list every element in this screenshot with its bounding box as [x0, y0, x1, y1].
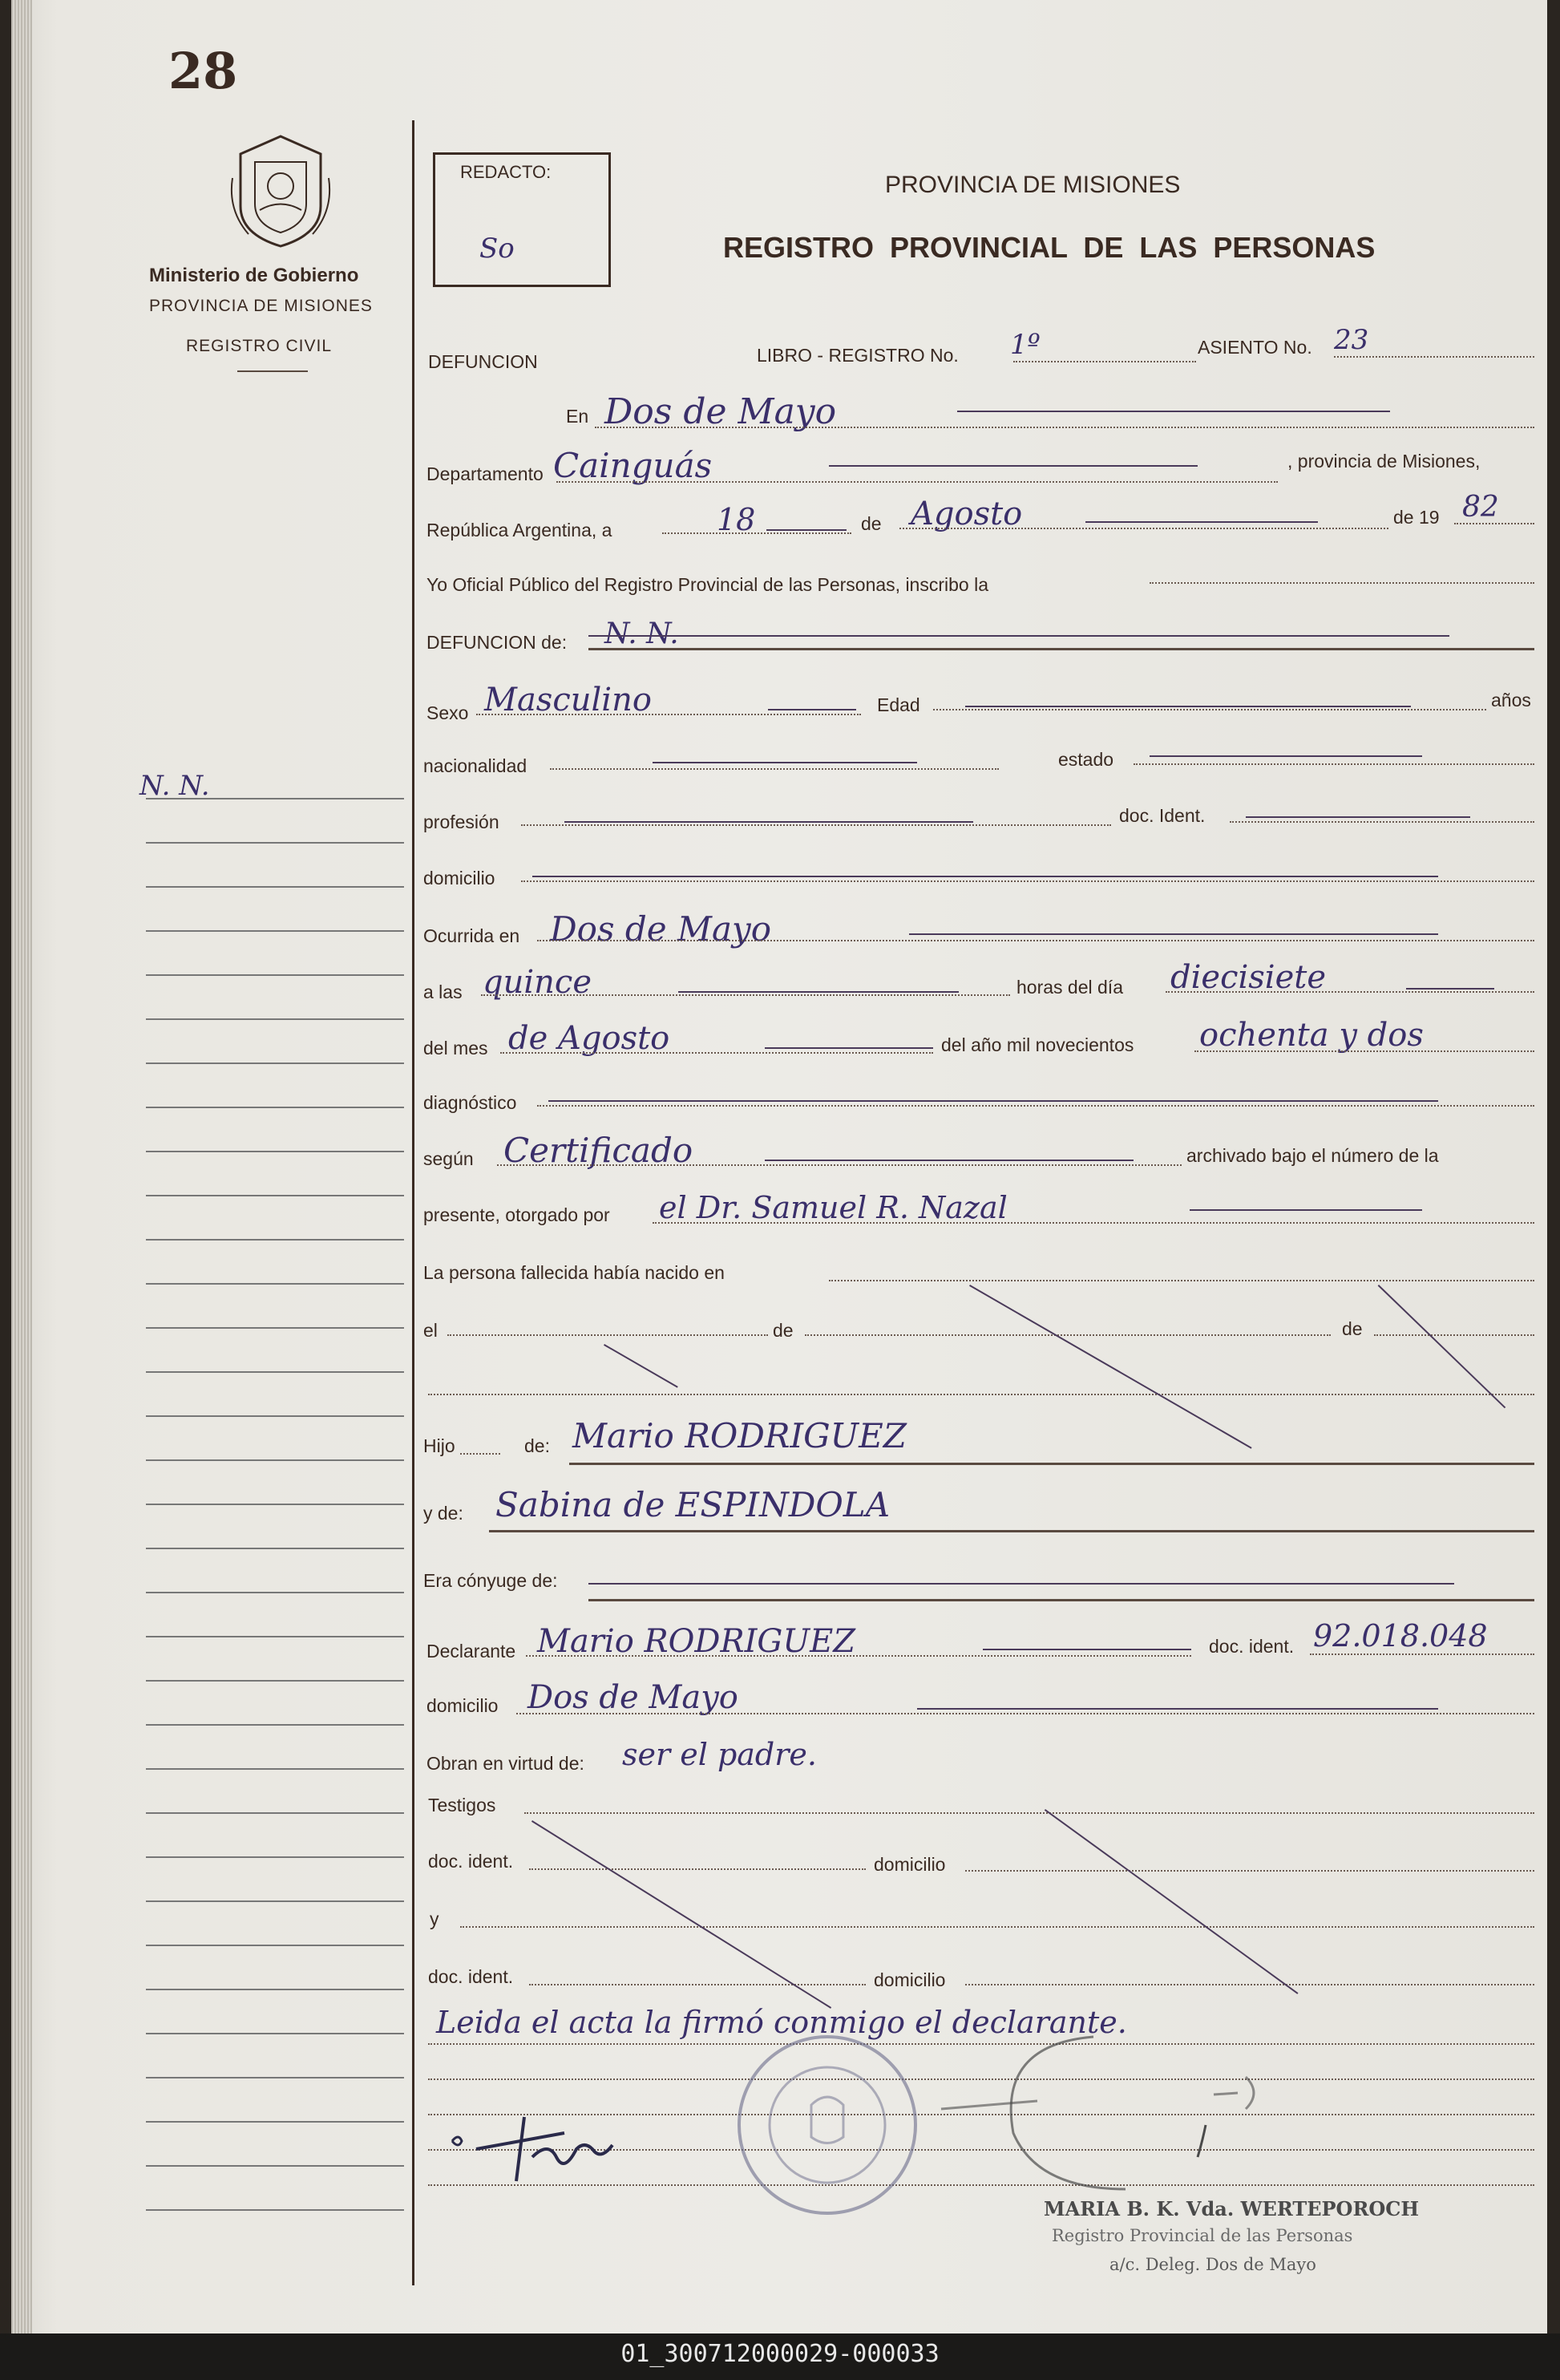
dotted-line — [516, 1713, 1534, 1714]
stamp-line3: a/c. Deleg. Dos de Mayo — [1109, 2255, 1316, 2274]
margin-line — [146, 2033, 404, 2034]
dotted-line — [1150, 582, 1534, 584]
dotted-line — [1194, 1050, 1534, 1052]
leida-value: Leida el acta la firmó conmigo el declarante. — [436, 2005, 1127, 2040]
label-en: En — [566, 406, 589, 427]
label-doc-ident2: doc. ident. — [1209, 1636, 1295, 1657]
margin-line — [146, 2121, 404, 2123]
strike-line — [983, 1649, 1191, 1650]
margin-line — [146, 1504, 404, 1505]
margin-line — [146, 2077, 404, 2078]
ministry-province: PROVINCIA DE MISIONES — [149, 297, 373, 315]
scan-id: 01_300712000029-000033 — [620, 2340, 940, 2368]
strike-line — [588, 635, 1449, 637]
ministry-office: REGISTRO CIVIL — [186, 337, 333, 355]
margin-line — [146, 974, 404, 976]
asiento-value: 23 — [1334, 324, 1369, 356]
official-signature — [917, 2021, 1350, 2197]
dotted-line — [476, 714, 861, 715]
redacto-value: So — [479, 233, 515, 265]
day-value: 18 — [717, 502, 756, 537]
doc-ident2-value: 92.018.048 — [1313, 1618, 1488, 1653]
label-nacionalidad: nacionalidad — [423, 755, 527, 776]
underline — [489, 1530, 1534, 1532]
margin-line — [146, 842, 404, 844]
strike-line — [588, 1583, 1454, 1585]
hijo-value: Mario RODRIGUEZ — [572, 1416, 907, 1455]
strike-line — [1085, 521, 1318, 523]
label-profesion: profesión — [423, 812, 499, 832]
label-doc-ident: doc. Ident. — [1119, 805, 1206, 826]
strike-line — [1406, 988, 1494, 990]
dotted-line — [1310, 1653, 1534, 1655]
margin-line — [146, 1018, 404, 1020]
dotted-line — [1134, 763, 1534, 765]
dotted-line — [965, 1870, 1534, 1872]
dotted-line — [524, 1812, 1534, 1814]
dotted-line — [595, 427, 1534, 428]
label-estado: estado — [1058, 749, 1114, 770]
dotted-line — [521, 880, 1534, 882]
dotted-line — [529, 1868, 866, 1870]
sexo-value: Masculino — [484, 682, 652, 718]
header-registry: REGISTRO PROVINCIAL DE LAS PERSONAS — [723, 231, 1376, 264]
dotted-line — [1013, 361, 1196, 362]
label-anio: del año mil novecientos — [941, 1034, 1134, 1055]
label-edad: Edad — [877, 694, 920, 715]
office-underline — [237, 370, 308, 372]
obran-value: ser el padre. — [622, 1737, 817, 1772]
dotted-line — [1230, 821, 1534, 823]
underline — [588, 1599, 1534, 1601]
header-province: PROVINCIA DE MISIONES — [885, 172, 1181, 198]
label-presente: presente, otorgado por — [423, 1204, 610, 1225]
margin-line — [146, 1768, 404, 1770]
strike-line — [548, 1100, 1438, 1102]
strike-line — [917, 1708, 1438, 1710]
dotted-line — [1454, 523, 1534, 524]
margin-line — [146, 1151, 404, 1152]
dotted-line — [933, 709, 1486, 710]
label-departamento: Departamento — [426, 463, 544, 484]
strike-line — [768, 709, 856, 710]
margin-line — [146, 1724, 404, 1726]
label-doc-ident4: doc. ident. — [428, 1966, 514, 1987]
dotted-line — [447, 1334, 768, 1336]
defuncion-de-value: N. N. — [604, 617, 679, 650]
month-value: Agosto — [911, 496, 1023, 532]
dotted-line — [1374, 1334, 1534, 1336]
cancel-stroke — [604, 1344, 678, 1388]
label-y: y — [430, 1908, 439, 1929]
strike-line — [957, 411, 1390, 412]
label-domicilio3: domicilio — [874, 1854, 946, 1875]
dotted-line — [537, 1105, 1534, 1107]
label-testigos: Testigos — [428, 1795, 496, 1815]
del-mes-value: de Agosto — [508, 1020, 670, 1057]
strike-line — [765, 1160, 1134, 1161]
dotted-line — [662, 532, 851, 534]
label-conyuge: Era cónyuge de: — [423, 1570, 558, 1591]
dotted-line — [1334, 356, 1534, 358]
label-horas: horas del día — [1016, 977, 1123, 998]
y-de-value: Sabina de ESPINDOLA — [495, 1485, 891, 1524]
margin-line — [146, 1945, 404, 1946]
margin-line — [146, 1856, 404, 1858]
label-obran: Obran en virtud de: — [426, 1753, 584, 1774]
stamp-line2: Registro Provincial de las Personas — [1052, 2226, 1353, 2245]
dotted-line — [556, 481, 1278, 483]
strike-line — [1150, 755, 1422, 757]
cancel-stroke — [969, 1285, 1252, 1449]
label-de: de — [861, 513, 882, 534]
margin-line — [146, 1459, 404, 1461]
segun-value: Certificado — [503, 1131, 693, 1170]
column-divider — [412, 120, 414, 2285]
provincia-text: , provincia de Misiones, — [1287, 451, 1481, 472]
dotted-line — [460, 1926, 1534, 1928]
label-doc-ident3: doc. ident. — [428, 1851, 514, 1872]
page-number: 28 — [168, 42, 238, 100]
label-declarante: Declarante — [426, 1641, 516, 1662]
strike-line — [909, 933, 1438, 935]
ministry-name: Ministerio de Gobierno — [149, 265, 359, 286]
label-a-las: a las — [423, 982, 463, 1002]
cancel-stroke — [1045, 1809, 1299, 1994]
label-el: el — [423, 1320, 438, 1341]
label-defuncion: DEFUNCION — [428, 351, 538, 372]
binding-edge — [11, 0, 32, 2333]
label-nacido: La persona fallecida había nacido en — [423, 1262, 725, 1283]
year-value: 82 — [1462, 491, 1499, 524]
dotted-line — [965, 1984, 1534, 1985]
margin-line — [146, 1239, 404, 1241]
declarante-value: Mario RODRIGUEZ — [537, 1623, 856, 1660]
cancel-stroke — [531, 1820, 831, 2009]
registry-seal-icon — [731, 2029, 923, 2221]
en-value: Dos de Mayo — [604, 391, 837, 432]
dotted-line — [1166, 991, 1534, 993]
label-hijo-de: de: — [524, 1435, 550, 1456]
dotted-line — [805, 1334, 1331, 1336]
dotted-line — [653, 1222, 1534, 1224]
horas-value: diecisiete — [1170, 959, 1327, 996]
strike-line — [766, 529, 847, 531]
departamento-value: Cainguás — [553, 446, 713, 485]
label-segun: según — [423, 1148, 474, 1169]
dotted-line — [521, 824, 1111, 826]
dotted-line — [529, 1984, 866, 1985]
declarant-signature — [444, 2101, 685, 2197]
strike-line — [1246, 816, 1470, 818]
margin-line — [146, 1283, 404, 1285]
dotted-line — [500, 1052, 933, 1054]
margin-line — [146, 2209, 404, 2211]
label-domicilio2: domicilio — [426, 1695, 499, 1716]
margin-line — [146, 798, 404, 799]
dotted-line — [550, 768, 999, 770]
register-page — [11, 0, 1547, 2333]
margin-line — [146, 886, 404, 888]
dotted-line — [497, 1164, 1182, 1166]
label-ocurrida: Ocurrida en — [423, 925, 520, 946]
margin-line — [146, 1327, 404, 1329]
strike-line — [829, 465, 1198, 467]
margin-line — [146, 2165, 404, 2167]
margin-line — [146, 1371, 404, 1373]
dotted-line — [481, 994, 1010, 996]
margin-line — [146, 1900, 404, 1902]
dotted-line — [899, 528, 1388, 529]
label-domicilio4: domicilio — [874, 1969, 946, 1990]
margin-line — [146, 1592, 404, 1593]
margin-name: N. N. — [139, 770, 210, 802]
margin-line — [146, 1415, 404, 1417]
label-defuncion-de: DEFUNCION de: — [426, 632, 568, 653]
margin-line — [146, 1062, 404, 1064]
label-de2: de — [773, 1320, 794, 1341]
ocurrida-value: Dos de Mayo — [550, 909, 772, 949]
underline — [588, 648, 1534, 650]
anio-value: ochenta y dos — [1199, 1017, 1424, 1054]
label-republica: República Argentina, a — [426, 520, 612, 540]
a-las-value: quince — [483, 964, 592, 1001]
label-libro: LIBRO - REGISTRO No. — [757, 345, 959, 366]
margin-line — [146, 930, 404, 932]
domicilio2-value: Dos de Mayo — [527, 1679, 738, 1716]
margin-line — [146, 1107, 404, 1108]
oficial-text: Yo Oficial Público del Registro Provincial de las Personas, inscribo la — [426, 574, 988, 595]
label-anos: años — [1491, 690, 1531, 710]
margin-line — [146, 1636, 404, 1637]
libro-value: 1º — [1010, 329, 1041, 361]
dotted-line — [460, 1453, 500, 1455]
margin-line — [146, 1548, 404, 1549]
redacto-label: REDACTO: — [460, 162, 552, 182]
coat-of-arms-icon — [224, 130, 337, 250]
margin-line — [146, 1680, 404, 1682]
dotted-line — [537, 940, 1534, 941]
label-del-mes: del mes — [423, 1038, 488, 1058]
dotted-line — [526, 1655, 1191, 1657]
label-diagnostico: diagnóstico — [423, 1092, 517, 1113]
cancel-stroke — [1378, 1285, 1506, 1408]
presente-value: el Dr. Samuel R. Nazal — [659, 1190, 1008, 1225]
margin-line — [146, 1812, 404, 1814]
strike-line — [532, 876, 1438, 877]
strike-line — [564, 821, 973, 823]
margin-line — [146, 1195, 404, 1196]
underline — [569, 1463, 1534, 1465]
label-hijo: Hijo — [423, 1435, 455, 1456]
strike-line — [965, 706, 1411, 707]
label-sexo: Sexo — [426, 702, 469, 723]
strike-line — [765, 1047, 933, 1049]
label-archivado: archivado bajo el número de la — [1186, 1145, 1439, 1166]
stamp-line1: MARIA B. K. Vda. WERTEPOROCH — [1044, 2197, 1420, 2220]
strike-line — [653, 762, 917, 763]
label-year: de 19 — [1393, 507, 1440, 528]
strike-line — [1190, 1209, 1422, 1211]
margin-line — [146, 1989, 404, 1990]
dotted-line — [829, 1280, 1534, 1281]
label-y-de: y de: — [423, 1503, 463, 1524]
dotted-line — [428, 1394, 1534, 1395]
label-de3: de — [1342, 1318, 1363, 1339]
label-domicilio: domicilio — [423, 868, 495, 888]
strike-line — [678, 991, 959, 993]
label-asiento: ASIENTO No. — [1198, 337, 1312, 358]
